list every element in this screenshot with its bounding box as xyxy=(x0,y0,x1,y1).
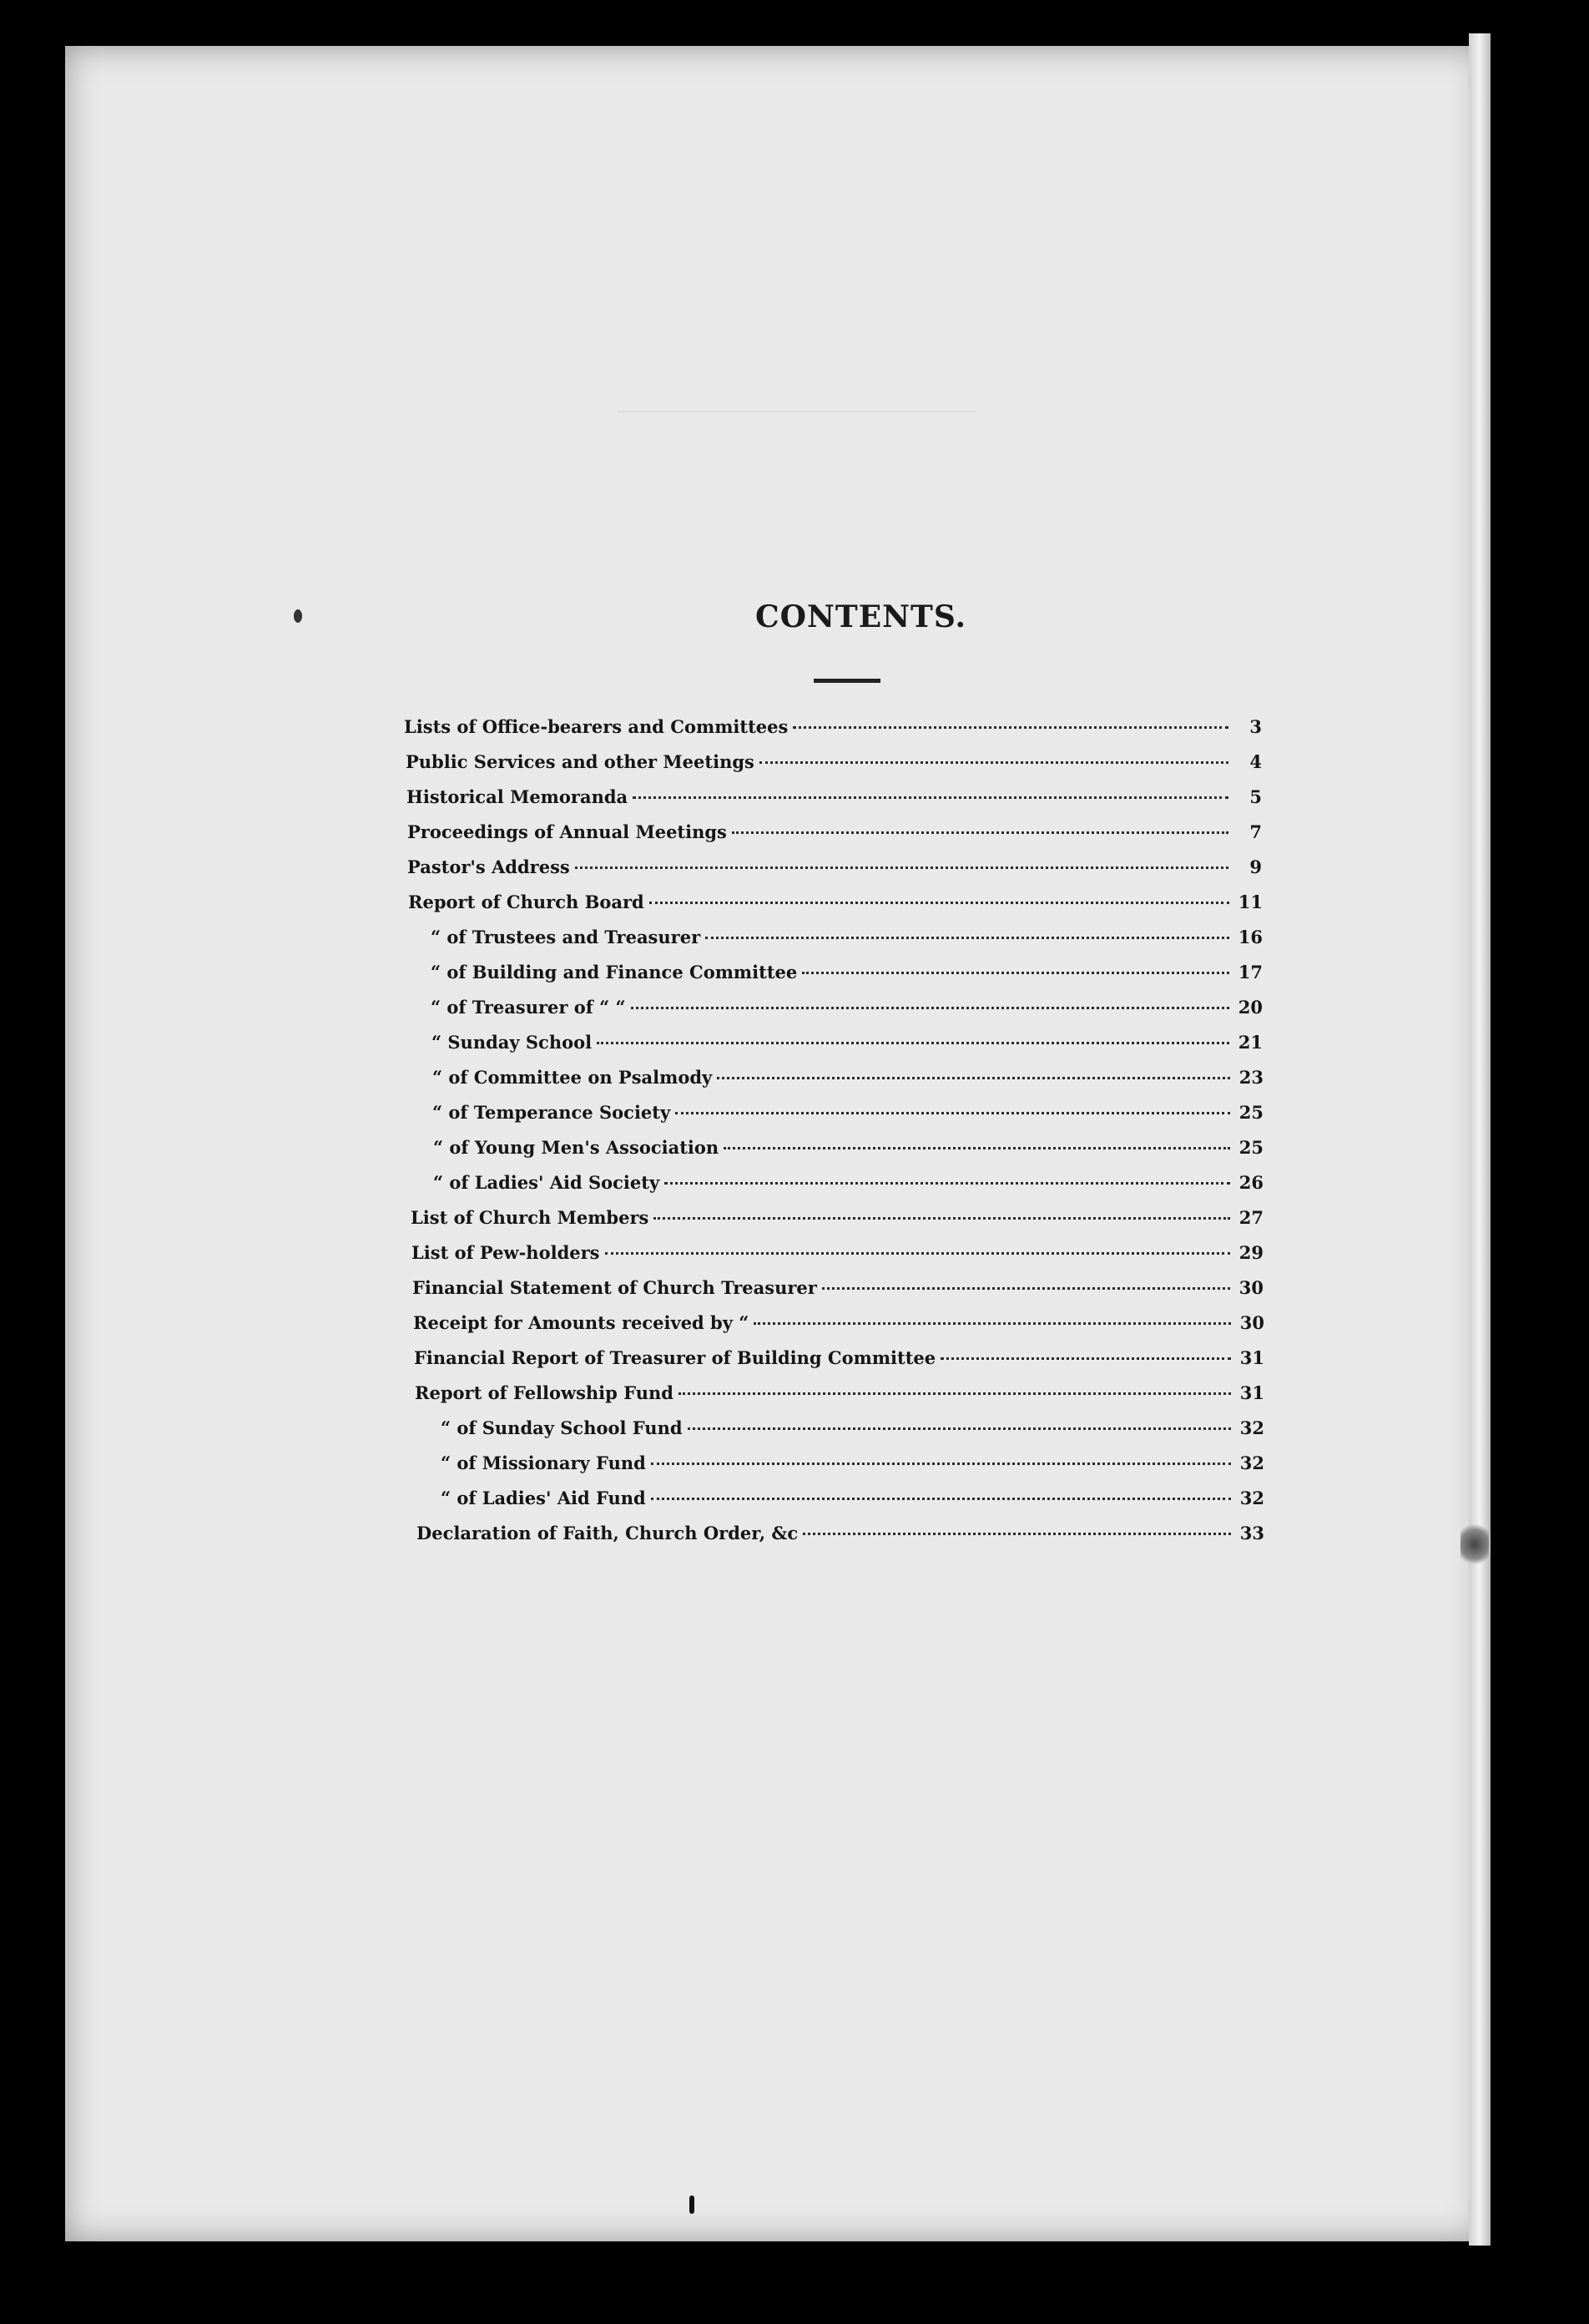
toc-leader xyxy=(651,1498,1231,1500)
toc-leader xyxy=(649,902,1229,904)
toc-leader xyxy=(597,1042,1229,1044)
toc-page-number: 17 xyxy=(1238,962,1263,983)
toc-row xyxy=(431,1032,1263,1057)
toc-row xyxy=(411,1242,1264,1267)
toc-page-number: 16 xyxy=(1238,927,1263,947)
toc-entry: Pastor's Address xyxy=(407,856,570,877)
toc-row xyxy=(413,1312,1264,1337)
toc-leader xyxy=(631,1007,1229,1009)
toc-leader xyxy=(732,831,1228,834)
toc-entry: Historical Memoranda xyxy=(406,786,628,807)
toc-entry: Receipt for Amounts received by “ xyxy=(413,1312,749,1333)
toc-row xyxy=(432,1067,1264,1092)
toc-row xyxy=(407,821,1262,846)
toc-leader xyxy=(717,1077,1230,1079)
toc-page-number: 27 xyxy=(1238,1207,1264,1228)
toc-leader xyxy=(802,972,1229,974)
toc-row xyxy=(414,1347,1264,1372)
toc-leader xyxy=(675,1112,1230,1114)
toc-page-number: 26 xyxy=(1238,1172,1264,1193)
toc-row xyxy=(441,1488,1264,1513)
toc-row xyxy=(432,1102,1264,1127)
scan-speck xyxy=(294,609,302,623)
toc-entry: Financial Report of Treasurer of Building Committee xyxy=(414,1347,936,1368)
toc-page-number: 25 xyxy=(1238,1137,1264,1158)
toc-row xyxy=(406,786,1262,811)
toc-entry: “ of Treasurer of “ “ xyxy=(431,997,626,1018)
toc-row xyxy=(433,1137,1264,1162)
toc-page-number: 21 xyxy=(1238,1032,1263,1053)
toc-entry: Lists of Office-bearers and Committees xyxy=(404,716,789,737)
toc-page-number: 32 xyxy=(1239,1488,1264,1508)
toc-leader xyxy=(664,1182,1230,1185)
toc-row xyxy=(416,1523,1264,1548)
toc-leader xyxy=(724,1147,1230,1149)
toc-row xyxy=(433,1172,1264,1197)
toc-leader xyxy=(822,1287,1230,1290)
toc-page-number: 33 xyxy=(1239,1523,1264,1543)
toc-entry: “ of Building and Finance Committee xyxy=(431,962,798,983)
toc-leader xyxy=(605,1252,1231,1255)
toc-entry: “ of Sunday School Fund xyxy=(441,1417,683,1438)
toc-entry: Report of Fellowship Fund xyxy=(415,1382,673,1403)
toc-page-number: 3 xyxy=(1249,716,1262,737)
toc-row xyxy=(408,892,1263,917)
toc-row xyxy=(441,1452,1264,1478)
toc-page-number: 31 xyxy=(1239,1382,1264,1403)
toc-leader xyxy=(651,1463,1231,1465)
toc-leader xyxy=(803,1533,1231,1535)
toc-row xyxy=(406,751,1262,776)
toc-leader xyxy=(754,1322,1231,1325)
toc-row xyxy=(411,1207,1264,1232)
toc-page-number: 30 xyxy=(1239,1312,1264,1333)
toc-leader xyxy=(705,937,1229,939)
toc-page-number: 23 xyxy=(1238,1067,1264,1088)
toc-page-number: 9 xyxy=(1249,856,1262,877)
toc-leader xyxy=(941,1357,1231,1360)
toc-row xyxy=(404,716,1262,741)
toc-row xyxy=(407,856,1262,882)
toc-page-number: 32 xyxy=(1239,1417,1264,1438)
toc-page-number: 31 xyxy=(1239,1347,1264,1368)
toc-entry: Report of Church Board xyxy=(408,892,644,912)
spine-tear xyxy=(1460,1519,1489,1569)
toc-leader xyxy=(688,1427,1231,1430)
toc-entry: “ of Ladies' Aid Society xyxy=(433,1172,660,1193)
toc-row xyxy=(431,962,1263,987)
toc-row xyxy=(441,1417,1264,1442)
contents-title: CONTENTS. xyxy=(755,599,967,634)
toc-leader xyxy=(653,1217,1230,1220)
toc-entry: “ of Ladies' Aid Fund xyxy=(441,1488,646,1508)
toc-page-number: 25 xyxy=(1238,1102,1264,1123)
toc-entry: Declaration of Faith, Church Order, &c xyxy=(416,1523,799,1543)
toc-page-number: 30 xyxy=(1238,1277,1264,1298)
toc-row xyxy=(415,1382,1264,1407)
toc-page-number: 29 xyxy=(1238,1242,1264,1263)
toc-row xyxy=(431,997,1263,1022)
toc-entry: List of Church Members xyxy=(411,1207,649,1228)
toc-entry: List of Pew-holders xyxy=(411,1242,600,1263)
toc-page-number: 11 xyxy=(1238,892,1263,912)
toc-row xyxy=(431,927,1263,952)
toc-entry: Public Services and other Meetings xyxy=(406,751,754,772)
toc-entry: “ of Missionary Fund xyxy=(441,1452,646,1473)
toc-page-number: 5 xyxy=(1249,786,1262,807)
toc-page-number: 20 xyxy=(1238,997,1263,1018)
toc-entry: “ of Young Men's Association xyxy=(433,1137,719,1158)
toc-leader xyxy=(678,1392,1231,1395)
toc-leader xyxy=(759,761,1228,764)
toc-entry: Proceedings of Annual Meetings xyxy=(407,821,727,842)
toc-entry: “ of Temperance Society xyxy=(432,1102,671,1123)
toc-entry: Financial Statement of Church Treasurer xyxy=(412,1277,817,1298)
toc-row xyxy=(412,1277,1264,1302)
toc-page-number: 4 xyxy=(1249,751,1262,772)
toc-entry: “ of Trustees and Treasurer xyxy=(431,927,701,947)
toc-leader xyxy=(633,796,1228,799)
toc-entry: “ of Committee on Psalmody xyxy=(432,1067,713,1088)
toc-page-number: 7 xyxy=(1249,821,1262,842)
toc-leader xyxy=(793,726,1228,729)
toc-leader xyxy=(575,866,1228,869)
toc-page-number: 32 xyxy=(1239,1452,1264,1473)
toc-entry: “ Sunday School xyxy=(431,1032,593,1053)
scan-speck xyxy=(689,2195,694,2214)
